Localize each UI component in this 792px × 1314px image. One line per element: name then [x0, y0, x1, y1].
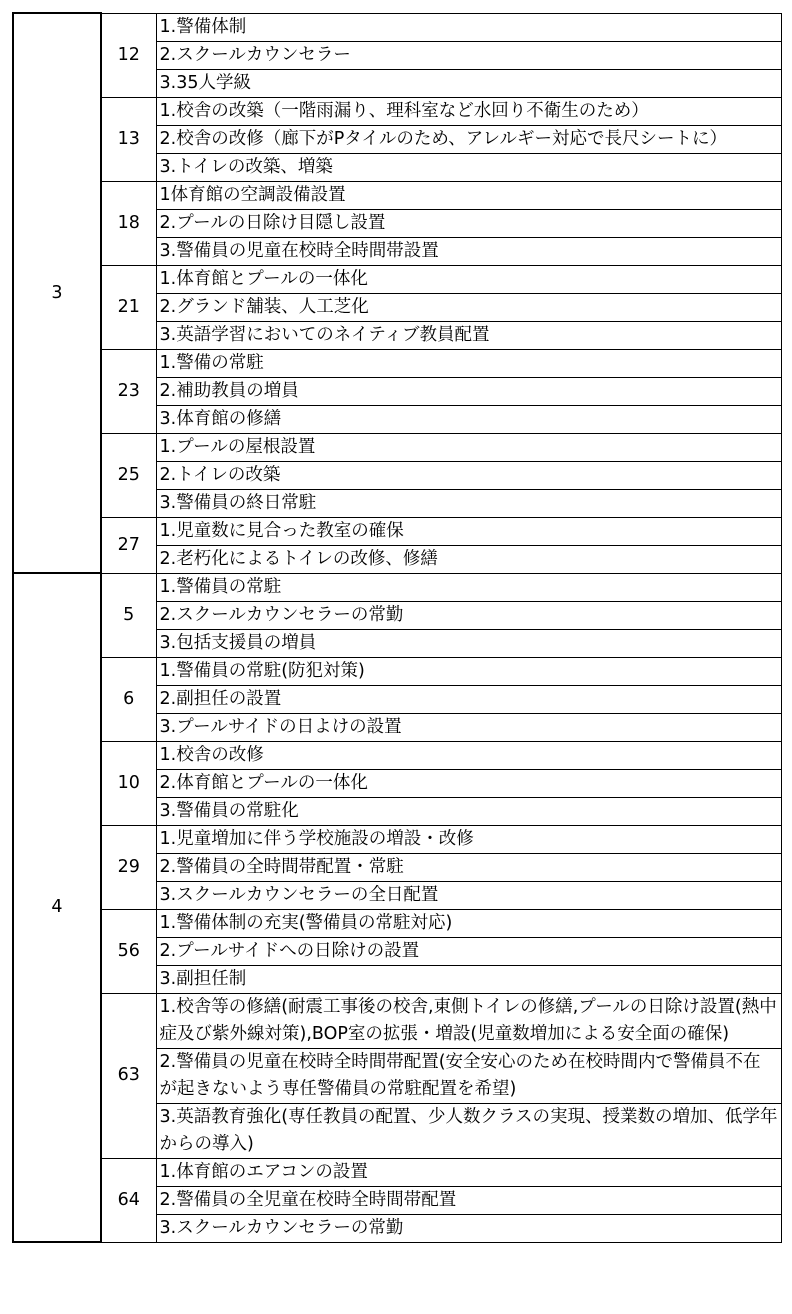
- table-row: [13, 1158, 781, 1186]
- school-number-cell: 56: [101, 909, 156, 993]
- school-number-cell: 5: [101, 573, 156, 657]
- request-table-body: [13, 13, 781, 1242]
- school-number-cell: 29: [101, 825, 156, 909]
- request-item-cell: 3.トイレの改築、増築: [156, 153, 781, 181]
- request-item-cell: 2.スクールカウンセラー: [156, 41, 781, 69]
- request-item-cell: 1.警備員の常駐: [156, 573, 781, 601]
- school-number-cell: 25: [101, 433, 156, 517]
- request-item-cell: 2.警備員の全時間帯配置・常駐: [156, 853, 781, 881]
- request-item-cell: 2.プールサイドへの日除けの設置: [156, 937, 781, 965]
- request-item-cell: 1.警備の常駐: [156, 349, 781, 377]
- request-item-cell: 2.副担任の設置: [156, 685, 781, 713]
- group-number-cell: 3: [13, 13, 101, 573]
- request-item-cell: 3.警備員の児童在校時全時間帯設置: [156, 237, 781, 265]
- request-item-cell: 3.包括支援員の増員: [156, 629, 781, 657]
- school-number-cell: 21: [101, 265, 156, 349]
- request-item-cell: 3.スクールカウンセラーの全日配置: [156, 881, 781, 909]
- request-item-cell: 3.35人学級: [156, 69, 781, 97]
- school-number-cell: 12: [101, 13, 156, 97]
- request-item-cell: 1.校舎の改修: [156, 741, 781, 769]
- school-number-cell: 6: [101, 657, 156, 741]
- table-row: [13, 265, 781, 293]
- school-number-cell: 13: [101, 97, 156, 181]
- request-item-cell: 1.警備体制: [156, 13, 781, 41]
- table-row: [13, 13, 781, 41]
- request-item-cell: 3.スクールカウンセラーの常勤: [156, 1214, 781, 1242]
- request-item-cell: 2.補助教員の増員: [156, 377, 781, 405]
- group-number-cell: 4: [13, 573, 101, 1242]
- request-item-cell: 3.プールサイドの日よけの設置: [156, 713, 781, 741]
- school-number-cell: 10: [101, 741, 156, 825]
- request-item-cell: 1.体育館とプールの一体化: [156, 265, 781, 293]
- request-item-cell: 3.英語学習においてのネイティブ教員配置: [156, 321, 781, 349]
- request-item-cell: 2.プールの日除け目隠し設置: [156, 209, 781, 237]
- request-item-cell: 2.警備員の全児童在校時全時間帯配置: [156, 1186, 781, 1214]
- request-item-cell: 1.児童増加に伴う学校施設の増設・改修: [156, 825, 781, 853]
- request-item-cell: 3.英語教育強化(専任教員の配置、少人数クラスの実現、授業数の増加、低学年からの導入): [156, 1103, 781, 1158]
- request-item-cell: 3.警備員の常駐化: [156, 797, 781, 825]
- table-row: [13, 993, 781, 1048]
- table-row: [13, 349, 781, 377]
- table-row: [13, 97, 781, 125]
- request-item-cell: 3.体育館の修繕: [156, 405, 781, 433]
- request-item-cell: 2.グランド舗装、人工芝化: [156, 293, 781, 321]
- table-row: [13, 433, 781, 461]
- request-item-cell: 3.警備員の終日常駐: [156, 489, 781, 517]
- request-item-cell: 1体育館の空調設備設置: [156, 181, 781, 209]
- request-item-cell: 2.校舎の改修（廊下がPタイルのため、アレルギー対応で長尺シートに）: [156, 125, 781, 153]
- table-row: [13, 825, 781, 853]
- request-item-cell: 1.体育館のエアコンの設置: [156, 1158, 781, 1186]
- request-table: [12, 12, 782, 1243]
- school-number-cell: 18: [101, 181, 156, 265]
- request-item-cell: 2.トイレの改築: [156, 461, 781, 489]
- school-number-cell: 27: [101, 517, 156, 573]
- request-item-cell: 2.警備員の児童在校時全時間帯配置(安全安心のため在校時間内で警備員不在が起きないよう専任警備員の常駐配置を希望): [156, 1048, 781, 1103]
- request-item-cell: 1.警備員の常駐(防犯対策): [156, 657, 781, 685]
- table-row: [13, 181, 781, 209]
- request-item-cell: 2.スクールカウンセラーの常勤: [156, 601, 781, 629]
- school-number-cell: 23: [101, 349, 156, 433]
- school-number-cell: 63: [101, 993, 156, 1158]
- school-number-cell: 64: [101, 1158, 156, 1242]
- request-item-cell: 2.体育館とプールの一体化: [156, 769, 781, 797]
- table-row: [13, 657, 781, 685]
- request-item-cell: 1.校舎等の修繕(耐震工事後の校舎,東側トイレの修繕,プールの日除け設置(熱中症及び紫外線対策),BOP室の拡張・増設(児童数増加による安全面の確保): [156, 993, 781, 1048]
- request-item-cell: 1.プールの屋根設置: [156, 433, 781, 461]
- table-row: [13, 517, 781, 545]
- table-row: [13, 573, 781, 601]
- table-row: [13, 909, 781, 937]
- request-item-cell: 2.老朽化によるトイレの改修、修繕: [156, 545, 781, 573]
- request-item-cell: 1.校舎の改築（一階雨漏り、理科室など水回り不衛生のため）: [156, 97, 781, 125]
- request-item-cell: 1.警備体制の充実(警備員の常駐対応): [156, 909, 781, 937]
- request-item-cell: 3.副担任制: [156, 965, 781, 993]
- request-item-cell: 1.児童数に見合った教室の確保: [156, 517, 781, 545]
- table-row: [13, 741, 781, 769]
